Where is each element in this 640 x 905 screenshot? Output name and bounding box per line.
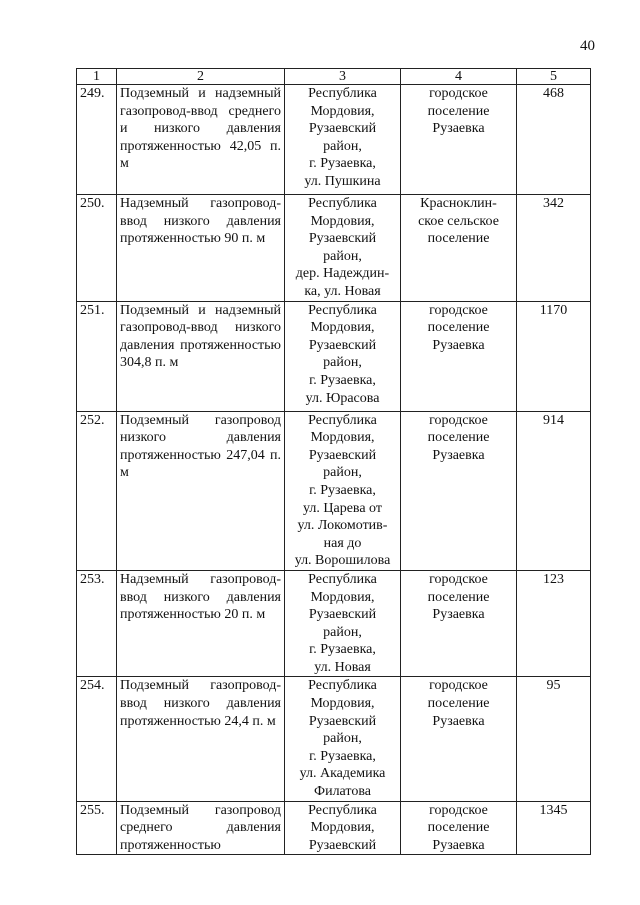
settlement [401,677,517,801]
table-row [77,411,591,570]
address-line: Мордовия, [310,103,375,119]
table-header [77,69,591,85]
length-value: 342 [517,195,591,302]
length-value: 914 [517,411,591,570]
object-name: Надземный газопровод-ввод низкого давления протяженностью 90 п. м [117,195,285,302]
header-col-4: 4 [401,69,517,85]
table-row [77,301,591,411]
settlement-line: городское [429,412,488,428]
address-line: Республика [308,571,377,587]
header-col-5: 5 [517,69,591,85]
settlement-line: городское [429,571,488,587]
header-col-2: 2 [117,69,285,85]
settlement-line: поселение [427,430,490,446]
address-line: Республика [308,196,377,211]
settlement-line: Рузаевка [432,837,485,853]
address-line: ул. Юрасова [305,390,380,406]
header-row [77,69,591,85]
address-line: Рузаевский [308,837,377,853]
object-address [285,801,401,855]
address-line: Мордовия, [310,213,375,229]
table-body [77,85,591,855]
settlement-line: городское [429,302,488,318]
row-number: 251. [77,301,117,411]
object-address [285,411,401,570]
length-value: 1170 [517,301,591,411]
page-number: 40 [580,38,595,54]
table-row [77,801,591,855]
address-line: Республика [308,302,377,318]
row-number: 253. [77,570,117,677]
table-row [77,85,591,195]
settlement [401,85,517,195]
object-address [285,570,401,677]
table-row [77,195,591,302]
settlement [401,801,517,855]
object-name: Подземный и надземный газопровод-ввод низкого давления протяженностью 304,8 п. м [117,301,285,411]
header-col-3: 3 [285,69,401,85]
settlement-line: ское сельское [418,213,499,229]
row-number: 254. [77,677,117,801]
row-number: 255. [77,801,117,855]
address-line: район, [323,624,362,640]
address-line: г. Рузаевка, [309,156,376,172]
address-line: Мордовия, [310,320,375,336]
object-name: Надземный газопровод-ввод низкого давления протяженностью 20 п. м [117,570,285,677]
row-number: 249. [77,85,117,195]
address-line: ул. Царева от [303,500,382,516]
address-line: Рузаевский [308,713,377,729]
settlement [401,570,517,677]
address-line: Мордовия, [310,696,375,712]
table-row [77,570,591,677]
address-line: ул. Пушкина [304,173,381,189]
settlement-line: городское [429,678,488,694]
address-line: г. Рузаевка, [309,748,376,764]
address-line: район, [323,465,362,481]
settlement-line: городское [429,86,488,101]
settlement-line: поселение [427,320,490,336]
length-value: 123 [517,570,591,677]
settlement [401,195,517,302]
address-line: район, [323,248,362,264]
settlement-line: Рузаевка [432,713,485,729]
address-line: ул. Локомотив- [297,518,388,534]
length-value: 95 [517,677,591,801]
address-line: Рузаевский [308,121,377,137]
address-line: Рузаевский [308,607,377,623]
settlement [401,301,517,411]
address-line: Республика [308,802,377,818]
address-line: ул. Ворошилова [294,553,391,569]
address-line: г. Рузаевка, [309,482,376,498]
settlement-line: Рузаевка [432,607,485,623]
address-line: Республика [308,86,377,101]
address-line: район, [323,355,362,371]
object-address [285,195,401,302]
address-line: Мордовия, [310,589,375,605]
address-line: район, [323,731,362,747]
settlement-line: поселение [427,696,490,712]
address-line: Мордовия, [310,820,375,836]
address-line: Рузаевский [308,337,377,353]
settlement-line: поселение [427,103,490,119]
object-address [285,301,401,411]
address-line: ул. Академика [299,766,386,782]
settlement [401,411,517,570]
object-address [285,85,401,195]
address-line: Рузаевский [308,231,377,247]
address-line: ул. Новая [314,659,371,675]
address-line: дер. Надеждин- [295,266,390,282]
table-row [77,677,591,801]
address-line: ка, ул. Новая [304,283,381,299]
object-name: Подземный газопровод-ввод низкого давления протяженностью 24,4 п. м [117,677,285,801]
address-line: Республика [308,678,377,694]
settlement-line: поселение [427,231,490,247]
settlement-line: поселение [427,820,490,836]
address-line: г. Рузаевка, [309,642,376,658]
object-name: Подземный газопровод низкого давления протяженностью 247,04 п. м [117,411,285,570]
settlement-line: Рузаевка [432,121,485,137]
length-value: 1345 [517,801,591,855]
address-line: Мордовия, [310,430,375,446]
registry-table [76,68,591,855]
address-line: Рузаевский [308,447,377,463]
address-line: ная до [323,535,362,551]
settlement-line: городское [429,802,488,818]
object-address [285,677,401,801]
settlement-line: Красноклин- [420,196,497,211]
settlement-line: Рузаевка [432,447,485,463]
address-line: Республика [308,412,377,428]
object-name: Подземный и надземный газопровод-ввод среднего и низкого давления протяженностью 42,05 п. м [117,85,285,195]
address-line: г. Рузаевка, [309,372,376,388]
header-col-1: 1 [77,69,117,85]
address-line: район, [323,138,362,154]
address-line: Филатова [314,784,371,800]
settlement-line: Рузаевка [432,337,485,353]
object-name: Подземный газопровод среднего давления протяженностью [117,801,285,855]
length-value: 468 [517,85,591,195]
row-number: 250. [77,195,117,302]
settlement-line: поселение [427,589,490,605]
row-number: 252. [77,411,117,570]
